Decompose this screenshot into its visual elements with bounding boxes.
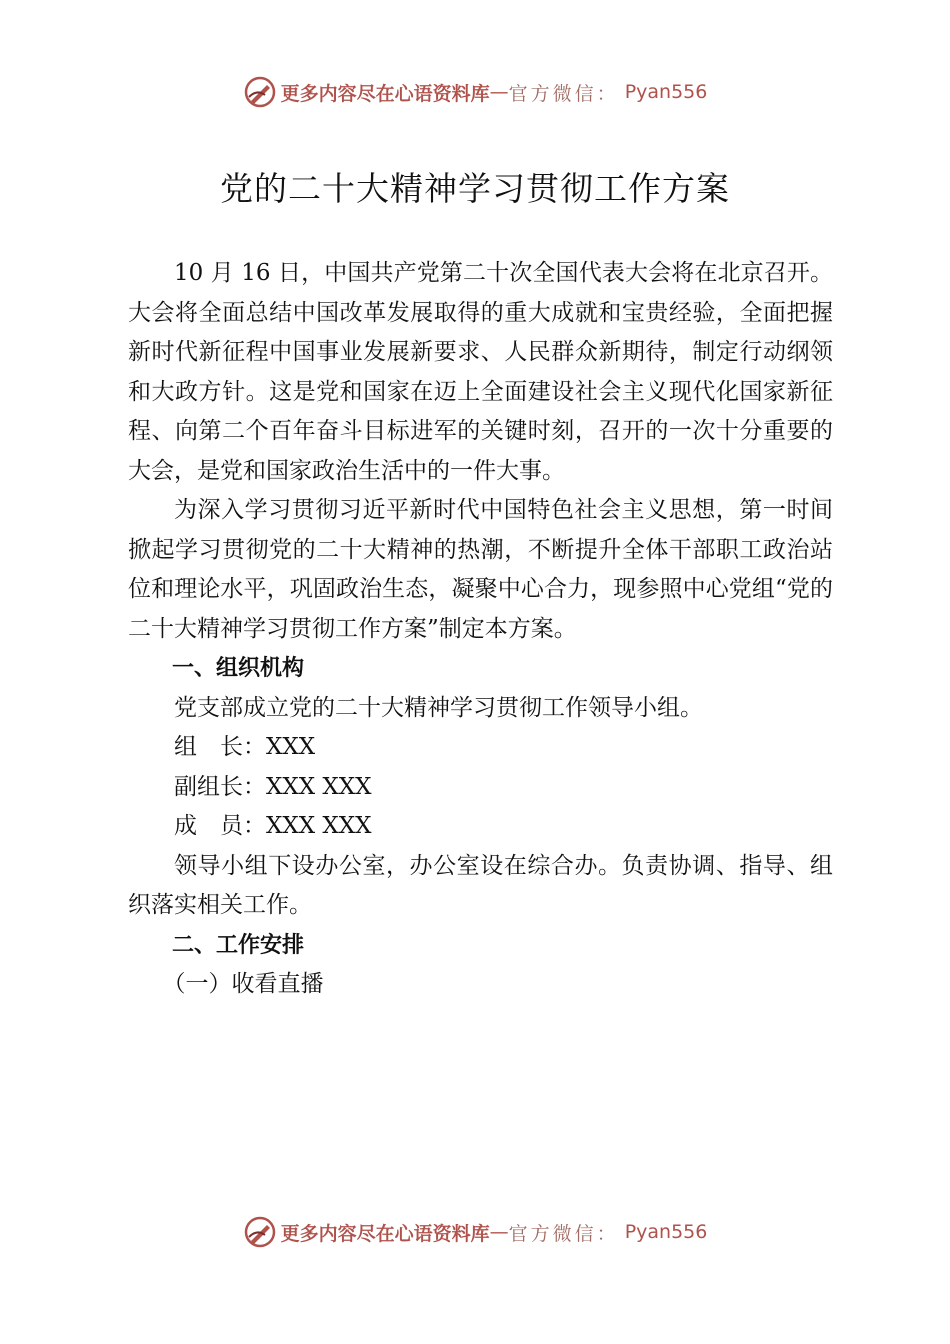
watermark-brand: 更多内容尽在心语资料库 [280,82,490,105]
paragraph-group-setup: 党支部成立党的二十大精神学习贯彻工作领导小组。 [174,694,703,721]
group-leader-line: 组 长：XXX [174,734,316,760]
subsection-watch-live: （一）收看直播 [162,971,324,997]
watermark-footer [0,1212,950,1252]
watermark-wechat-label: 官方微信： [508,1222,619,1245]
watermark-brand: 更多内容尽在心语资料库 [280,1222,490,1245]
watermark-dash: — [489,1221,509,1243]
group-deputy-line: 副组长：XXX XXX [174,773,372,800]
group-member-line: 成 员：XXX XXX [174,813,372,839]
pen-logo-icon [243,75,277,109]
paragraph-intro: 10 月 16 日，中国共产党第二十次全国代表大会将在北京召开。大会将全面总结中国改革发展取得的重大成就和宝贵经验，全面把握新时代新征程中国事业发展新要求、人民群众新期待，制定行动纲领和大政方针。这是党和国家在迈上全面建设社会主义现代化国家新征程、向第二个百年奋斗目标进军的关键时刻，召开的一次十分重要的大会，是党和国家政治生活中的一件大事。 [128,260,833,484]
paragraph-office: 领导小组下设办公室，办公室设在综合办。负责协调、指导、组织落实相关工作。 [128,852,833,918]
watermark-wechat-label: 官方微信： [508,82,619,105]
paragraph-purpose: 为深入学习贯彻习近平新时代中国特色社会主义思想，第一时间掀起学习贯彻党的二十大精神的热潮，不断提升全体干部职工政治站位和理论水平，巩固政治生态，凝聚中心合力，现参照中心党组“党的二十大精神学习贯彻工作方案”制定本方案。 [128,497,833,642]
pen-logo-icon [243,1215,277,1249]
watermark-wechat-id: Pyan556 [624,81,708,103]
document-title: 党的二十大精神学习贯彻工作方案 [220,169,730,208]
watermark-wechat-id: Pyan556 [624,1221,708,1243]
watermark-header [0,72,950,112]
document-body [128,254,833,1005]
section-heading-organization: 一、组织机构 [172,656,305,681]
watermark-dash: — [489,81,509,103]
section-heading-work-arrangement: 二、工作安排 [172,932,305,958]
